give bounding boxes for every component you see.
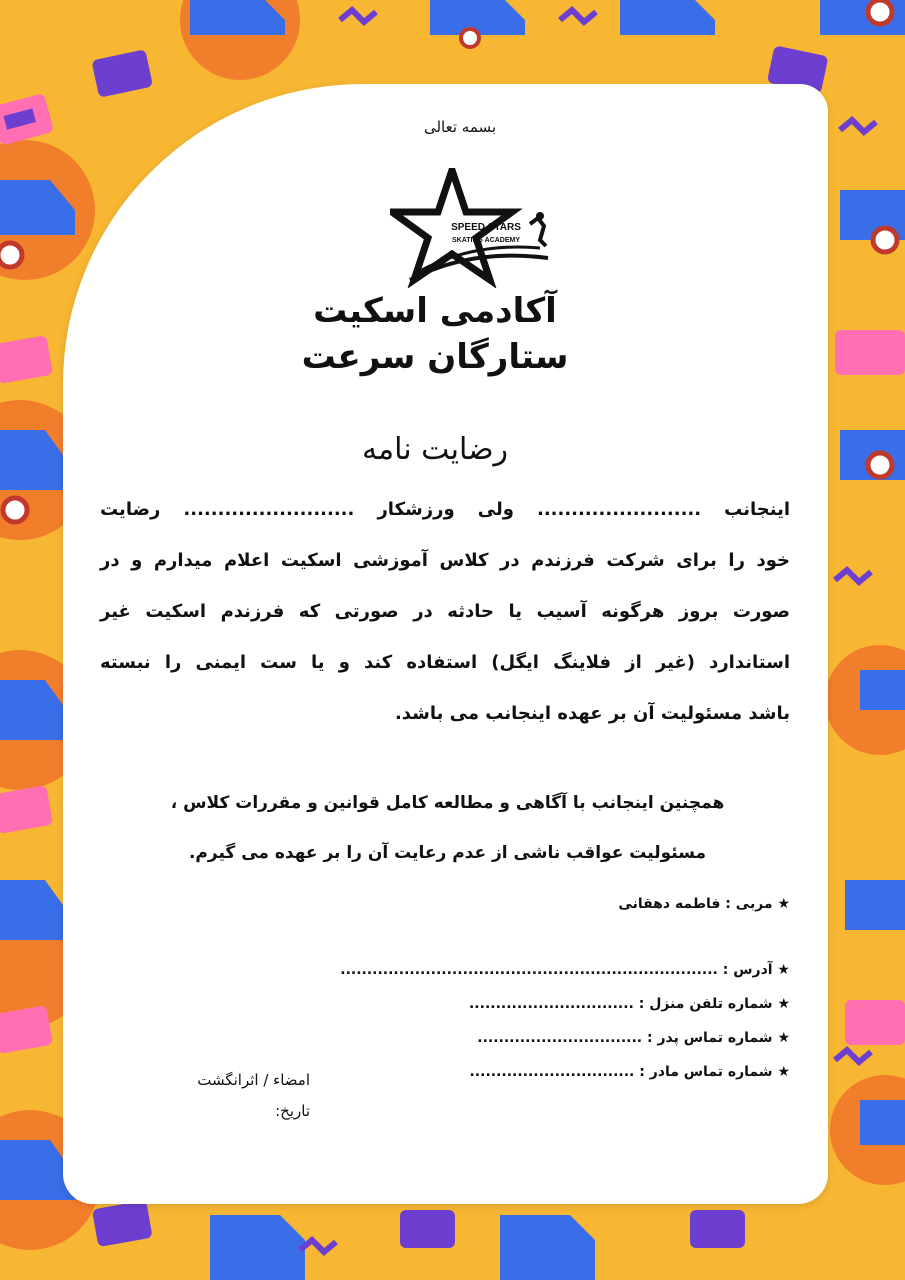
academy-name-line1: آکادمی اسکیت [313,291,557,331]
academy-name [300,288,570,380]
document-title: رضایت نامه [361,432,509,467]
coach-name: ★ مربی : فاطمه دهقانی [618,896,790,912]
date-label: تاریخ: [275,1102,310,1120]
rules-line: مسئولیت عواقب ناشی از عدم رعایت آن را بر عهده می گیرم. [188,843,707,863]
academy-logo [390,168,550,288]
consent-line: باشد مسئولیت آن بر عهده اینجانب می باشد. [394,703,790,724]
rules-line: همچنین اینجانب با آگاهی و مطالعه کامل قوانین و مقررات کلاس ، [170,793,725,813]
address-field: ★ آدرس : ....................................................................... [340,962,790,978]
logo-text-line2: SKATING ACADEMY [451,237,521,244]
star-logo-icon [390,168,550,288]
consent-line: خود را برای شرکت فرزندم در کلاس آموزشی اسکیت اعلام میدارم و در [100,550,790,571]
rules-paragraph [120,778,775,878]
home-phone-field: ★ شماره تلفن منزل : ............................... [468,996,790,1012]
consent-paragraph [100,484,790,739]
father-phone-field: ★ شماره تماس پدر : ............................... [477,1030,790,1046]
mother-phone-field: ★ شماره تماس مادر : ............................... [469,1064,790,1080]
consent-line: استاندارد (غیر از فلاینگ ایگل) استفاده کند و یا ست ایمنی را نبسته [100,652,790,673]
bismillah-heading: بسمه تعالی [423,118,497,136]
logo-text-line1: SPEED STARS [451,222,521,233]
consent-line: اینجانب ........................ ولی ورزشکار ......................... رضایت [100,499,790,520]
consent-line: صورت بروز هرگونه آسیب یا حادثه در صورتی که فرزندم اسکیت غیر [100,601,790,622]
academy-name-line2: ستارگان سرعت [301,337,569,377]
signature-label: امضاء / اثرانگشت [197,1071,310,1089]
